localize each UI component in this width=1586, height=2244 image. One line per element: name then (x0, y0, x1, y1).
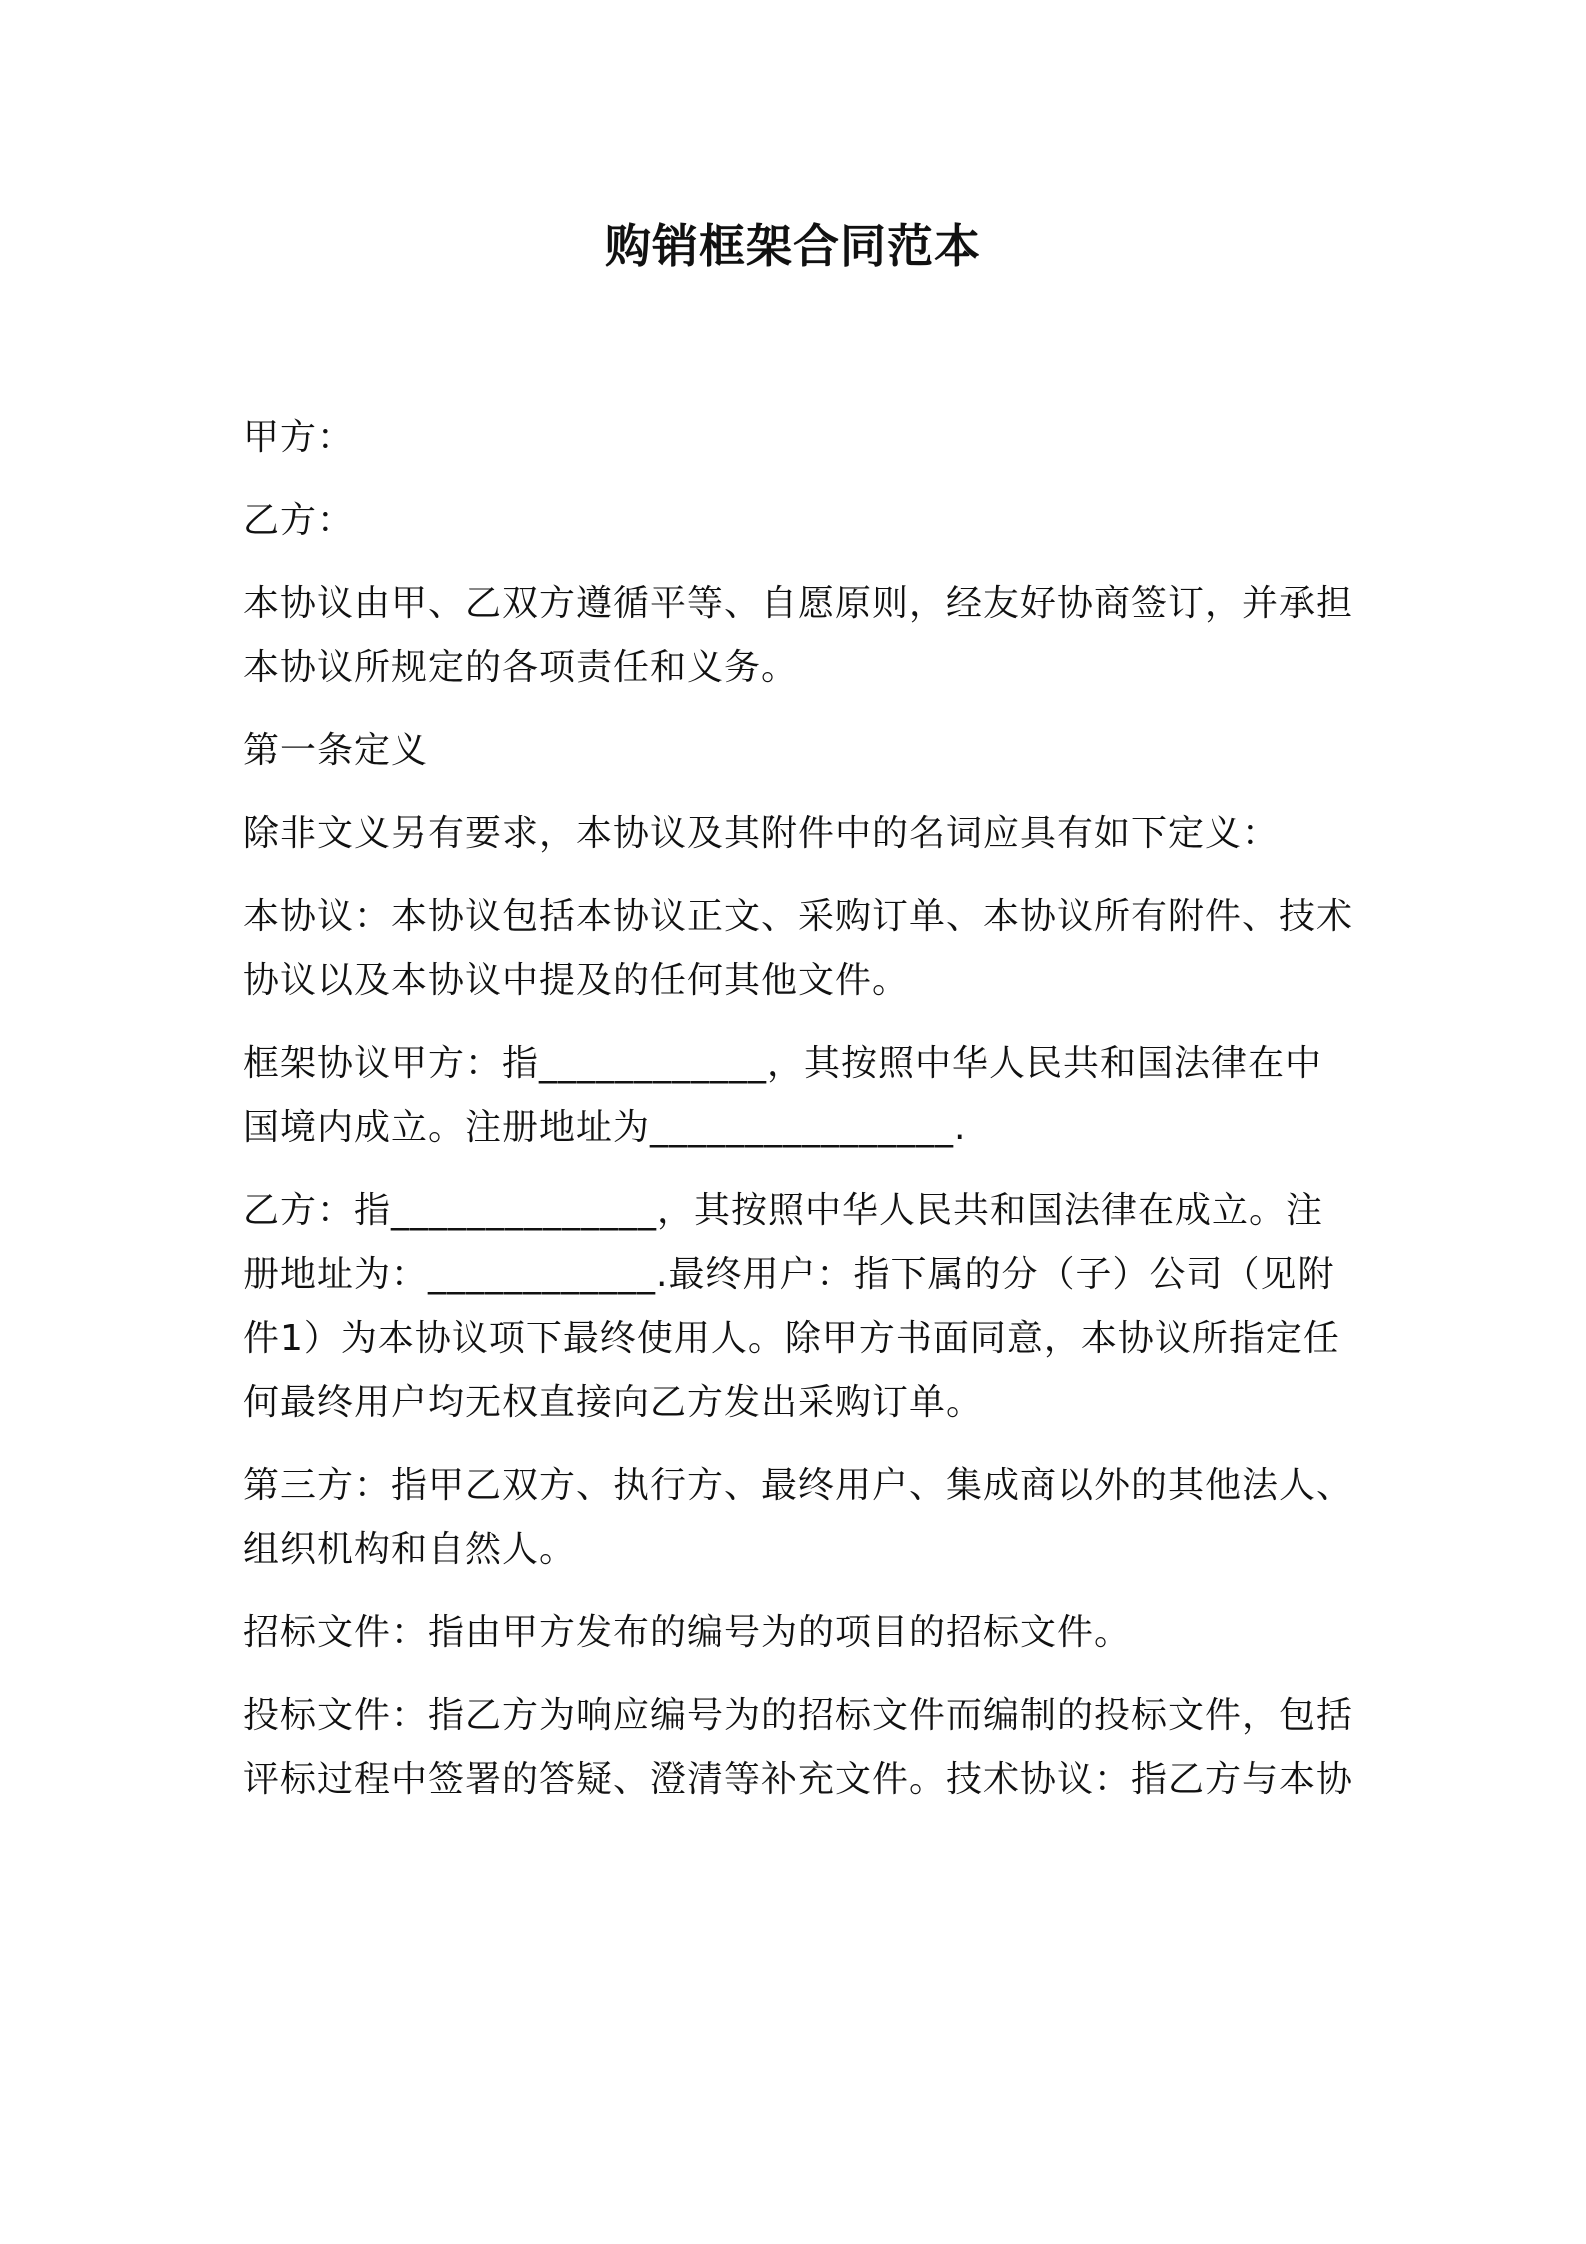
definitions-intro: 除非文义另有要求，本协议及其附件中的名词应具有如下定义： (243, 813, 1280, 854)
definition-agreement: 本协议：本协议包括本协议正文、采购订单、本协议所有附件、技术协议以及本协议中提及的任何其他文件。 (243, 896, 1354, 1001)
article-1-heading: 第一条定义 (243, 730, 429, 771)
party-a-line: 甲方： (243, 417, 355, 458)
document-title: 购销框架合同范本 (605, 219, 981, 273)
definition-bid-documents: 投标文件：指乙方为响应编号为的招标文件而编制的投标文件，包括评标过程中签署的答疑、澄清等补充文件。技术协议：指乙方与本协 (243, 1695, 1354, 1800)
definition-third-party: 第三方：指甲乙双方、执行方、最终用户、集成商以外的其他法人、组织机构和自然人。 (243, 1465, 1354, 1570)
document-body (243, 406, 1355, 1831)
definition-party-a: 框架协议甲方：指____________，其按照中华人民共和国法律在中国境内成立。注册地址为________________. (243, 1043, 1323, 1148)
intro-paragraph: 本协议由甲、乙双方遵循平等、自愿原则，经友好协商签订，并承担本协议所规定的各项责任和义务。 (243, 583, 1354, 688)
definition-party-b: 乙方：指______________，其按照中华人民共和国法律在成立。注册地址为：____________.最终用户：指下属的分（子）公司（见附件1）为本协议项下最终使用人。除甲方书面同意，本协议所指定任何最终用户均无权直接向乙方发出采购订单。 (243, 1190, 1340, 1423)
definition-tender-documents: 招标文件：指由甲方发布的编号为的项目的招标文件。 (243, 1612, 1132, 1653)
party-b-line: 乙方： (243, 500, 355, 541)
